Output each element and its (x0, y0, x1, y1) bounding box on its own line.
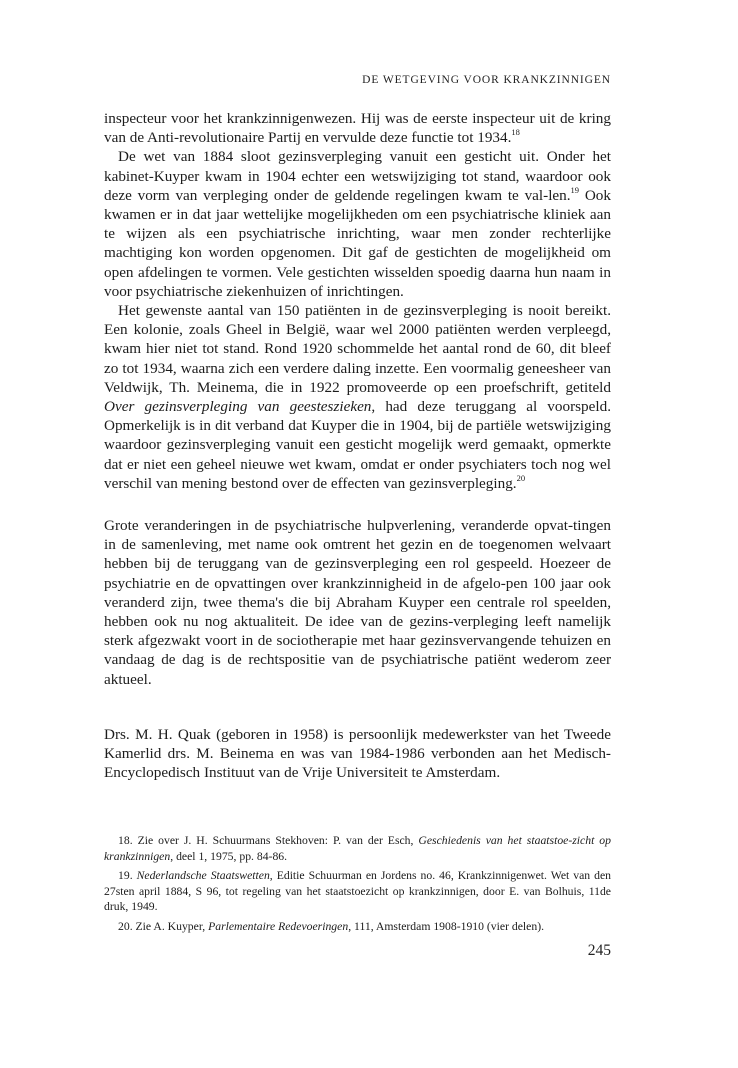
cited-title-meinema: Over gezinsverpleging van geesteszieken (104, 398, 372, 416)
paragraph-1-text: inspecteur voor het krankzinnigenwezen. Hij was de eerste inspecteur uit de kring van de Anti-revolutionaire Partij en vervulde deze functie tot 1934. (104, 110, 611, 147)
footnote-ref-18: 18 (511, 127, 520, 138)
footnote-19-title: Nederlandsche Staatswetten (136, 869, 270, 882)
footnote-18-title: Geschiedenis van het staatstoe-zicht op krankzinnigen (104, 834, 611, 863)
paragraph-2-text-b: Ook kwamen er in dat jaar wettelijke mogelijkheden om een psychiatrische kliniek aan te wijzen als een psychiatrische inrichting, waar men zonder rechterlijke machtiging kon worden opgenomen. Dit gaf de gestichten de mogelijkheid om open afdelingen te vormen. Vele gestichten wisselden spoedig daarna hun naam in voor psychiatrische ziekenhuizen of inrichtingen. (104, 186, 611, 300)
footnote-19-text-b: , Editie Schuurman en Jordens no. 46, Krankzinnigenwet. Wet van den 27sten april 1884, S 96, tot regeling van het staatstoezicht op krankzinnigen, door E. van Bolhuis, 11de druk, 1949. (104, 869, 612, 913)
paragraph-3 (104, 301, 611, 493)
paragraph-2 (104, 147, 611, 301)
paragraph-1 (104, 109, 611, 147)
footnote-18 (104, 833, 611, 864)
footnote-19-text-a: 19. (118, 869, 137, 882)
footnote-18-text-b: , deel 1, 1975, pp. 84-86. (170, 849, 288, 863)
footnote-19 (104, 868, 611, 915)
book-page (104, 0, 611, 1068)
paragraph-4: Grote veranderingen in de psychiatrische hulpverlening, veranderde opvat-tingen in de samenleving, met name ook omtrent het gezin en de toegenomen welvaart hebben bij de teruggang van de gezinsverpleging een rol gespeeld. Hoezeer de psychiatrie en de opvattingen over krankzinnigheid in de afgelo-pen 100 jaar ook veranderd zijn, twee thema's die bij Abraham Kuyper een centrale rol speelden, hebben ook nu nog aktualiteit. De idee van de gezins-verpleging leeft namelijk sterk afgezwakt voort in de sociotherapie met haar gezinsvervangende tehuizen en vandaag de dag is de rechtspositie van de psychiatrische patiënt wederom zeer aktueel. (104, 517, 611, 688)
footnote-20 (104, 919, 611, 935)
footnote-ref-19: 19 (570, 184, 580, 195)
footnote-20-text-a: 20. Zie A. Kuyper, (118, 919, 209, 933)
paragraph-2-text-a: De wet van 1884 sloot gezinsverpleging vanuit een gesticht uit. Onder het kabinet-Kuyper kwam in 1904 echter een wetswijziging tot stand, waardoor ook deze vorm van verpleging onder de geldende regelingen kwam te val-len. (104, 148, 611, 204)
paragraph-3-text-b: , had deze teruggang al voorspeld. Opmerkelijk is in dit verband dat Kuyper die in 1904, bij de partiële wetswijziging waardoor gezinsverpleging vanuit een gesticht mogelijk werd gemaakt, opmerkte dat er niet een geheel nieuwe wet kwam, omdat er onder psychiaters toch nog wel verschil van mening bestond over de effecten van gezinsverpleging. (104, 398, 611, 492)
footnotes (104, 833, 611, 938)
footnote-20-title: Parlementaire Redevoeringen (208, 919, 349, 933)
body-text (104, 109, 611, 783)
page-number: 245 (587, 942, 611, 959)
running-head: DE WETGEVING VOOR KRANKZINNIGEN (362, 74, 611, 86)
footnote-20-text-b: , 111, Amsterdam 1908-1910 (vier delen). (348, 919, 545, 933)
author-note: Drs. M. H. Quak (geboren in 1958) is persoonlijk medewerkster van het Tweede Kamerlid drs. M. Beinema en was van 1984-1986 verbonden aan het Medisch-Encyclopedisch Instituut van de Vrije Universiteit te Amsterdam. (104, 725, 611, 782)
footnote-18-text-a: 18. Zie over J. H. Schuurmans Stekhoven: P. van der Esch, (118, 834, 419, 847)
paragraph-3-text-a: Het gewenste aantal van 150 patiënten in de gezinsverpleging is nooit bereikt. Een kolonie, zoals Gheel in België, waar wel 2000 patiënten werden verpleegd, kwam hier niet tot stand. Rond 1920 schommelde het aantal rond de 60, dit bleef zo tot 1934, waarna zich een verdere daling inzette. Een voormalig geneesheer van Veldwijk, Th. Meinema, die in 1922 promoveerde op een proefschrift, getiteld (104, 302, 611, 396)
footnote-ref-20: 20 (516, 472, 526, 483)
